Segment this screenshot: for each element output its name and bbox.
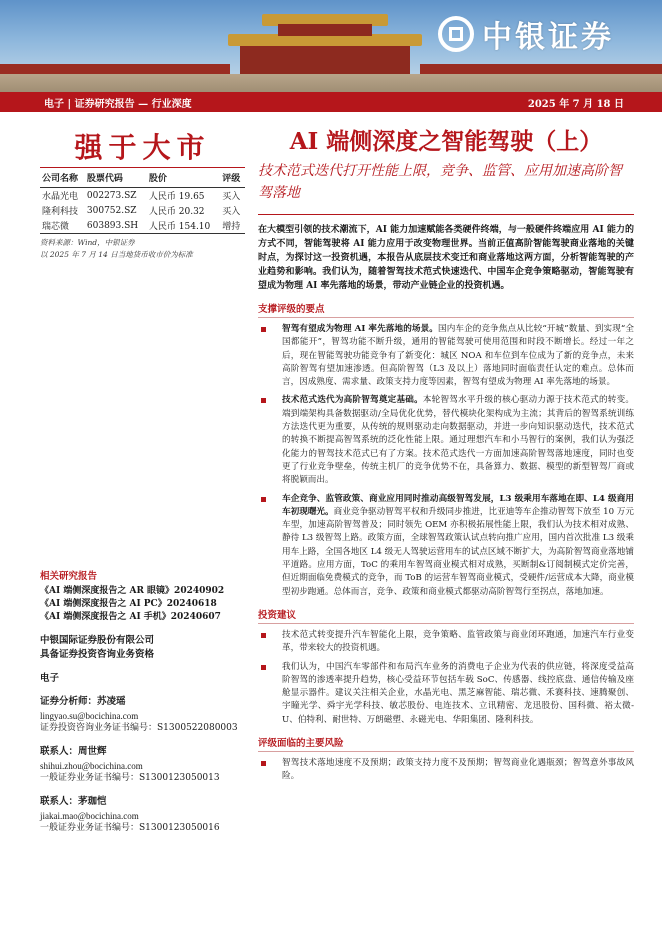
section-heading: 评级面临的主要风险	[258, 735, 634, 752]
boc-logo-icon	[438, 16, 474, 52]
report-abstract: 在大模型引领的技术潮流下，AI 能力加速赋能各类硬件终端，与一般硬件终端应用 AI 能力的方式不同，智能驾驶将 AI 能力应用于改变物理世界。当前正值高阶智能驾驶商业落地的关键时点，为探讨这一投资机遇，本报告从底层技术变迁和商业落地这两方面，分析智能驾驶的产业趋势和影响。我们认为，随着智驾技术范式快速迭代、中国车企竞争策略驱动，智能驾驶有望成为物理 AI 率先落地的场景，带动产业链企业的投资机遇。	[258, 225, 634, 291]
brand-name: 中银证券	[482, 20, 614, 55]
report-title: AI 端侧深度之智能驾驶（上）	[289, 128, 603, 155]
cell-rating: 买入	[222, 207, 241, 217]
cell-price: 人民币 154.10	[147, 218, 220, 234]
report-subtitle: 技术范式迭代打开性能上限，竞争、监管、应用加速高阶智驾落地	[258, 163, 622, 201]
company-name: 中银国际证券股份有限公司	[40, 635, 155, 646]
analyst-name: 证券分析师：苏凌瑶	[40, 696, 126, 707]
banner-hall-upper	[278, 24, 372, 36]
point-text: 智驾技术落地速度不及预期；政策支持力度不及预期；智驾商业化遇瓶颈；智驾意外事故风险。	[282, 758, 634, 782]
contact-cert: 一般证券业务证书编号：S1300123050013	[40, 773, 220, 783]
cell-price: 人民币 20.32	[148, 207, 205, 217]
col-price: 股价	[147, 168, 220, 188]
col-rating: 评级	[220, 168, 245, 188]
title-divider	[258, 214, 634, 215]
main-content	[258, 116, 634, 784]
list-item	[258, 323, 634, 389]
table-note: 以 2025 年 7 月 14 日当地货币收市价为标准	[40, 250, 193, 259]
point-title: 智驾有望成为物理 AI 率先落地的场景。	[282, 324, 438, 334]
point-text: 商业竞争驱动智驾平权和升级同步推进，比亚迪等车企推动智驾下放至 10 万元车型，加速高阶智驾普及；同时领先 OEM 亦积极拓展性能上限，我们认为技术相对成熟、静待 L3 级智驾上路。政策方面，全球智驾政策认试点转向推广应用，国内首次批准 L3 级乘用车上路，全国各地区 L4 级无人驾驶运营用车的试点区域不断扩大，为高阶智驾商业落地铺平道路。应用方面，ToC 的乘用车智驾商业模式相对成熟，买断制&订阅制模式定价完善，但近期面临免费模式的竞争，而 ToB 的运营车智驾商业模式，受硬件/运营成本大降，商业模型初步跑通。总体而言，竞争、政策和商业模式都驱动高阶智驾行至拐点，落地加速。	[282, 506, 634, 597]
col-company: 公司名称	[40, 168, 85, 188]
point-title: 技术范式迭代为高阶智驾奠定基础。	[282, 395, 423, 406]
report-date: 2025 年 7 月 18 日	[527, 98, 624, 110]
table-row	[40, 218, 245, 234]
brand-logo	[438, 12, 614, 56]
industry-rating: 强于大市	[40, 116, 245, 168]
col-code: 股票代码	[85, 168, 147, 188]
list-item	[258, 757, 634, 784]
list-item	[258, 629, 634, 656]
left-sidebar	[40, 116, 245, 261]
cell-rating: 增持	[220, 218, 245, 234]
list-item	[258, 394, 634, 487]
company-info	[40, 634, 245, 662]
table-source: 资料来源：Wind，中银证券	[40, 238, 135, 247]
cell-code: 002273.SZ	[86, 190, 137, 201]
cell-company: 隆利科技	[42, 207, 79, 217]
analyst-email[interactable]: lingyao.su@bocichina.com	[40, 711, 139, 721]
related-heading: 相关研究报告	[40, 571, 98, 582]
related-report-link[interactable]: 《AI 端侧深度报告之 AI 手机》20240607	[40, 612, 221, 622]
point-text: 国内车企的竞争焦点从比较“开城”数量、到实现“全国都能开”，智驾功能不断升级，通用的智能驾驶可使用范围和时段不断增长。经过一年之后，现在智能驾驶功能竞争有了新变化：城区 NOA 和车位到车位成为了新的竞争点，未来高阶智驾有望加速渗透。但高阶智驾（L3 及以上）落地同时面临责任认定的难点。总体而言，因成熟度、需求量、政策支持力度等因素，智驾有望成为物理 AI 率先落地的场景。	[282, 324, 634, 388]
report-header-bar	[0, 92, 662, 112]
stock-table	[40, 168, 245, 234]
banner-ground	[0, 74, 662, 92]
point-text: 本轮智驾水平升级的核心驱动力源于技术范式的转变。端到端架构具备数据驱动/全局优化优势，替代模块化架构成为主流；其背后的智驾系统训练方法迭代更为重要，从传统的规则驱动走向数据驱动，并进一步向知识驱动迭代，技术范式的转换不断提高智驾系统的泛化性能上限。通过理想汽车和小马智行的案例，我们认为强泛化能力的智驾技术范式已有了方案。技术范式迭代一方面加速高阶智驾落地速度，同时也变更了行业竞争壁垒，传统主机厂的竞争优势不在，具备算力、数据、模型的新型智驾厂商或将脱颖而出。	[282, 395, 634, 486]
table-row	[40, 203, 245, 218]
analyst-cert: 证券投资咨询业务证书编号：S1300522080003	[40, 723, 238, 733]
section-heading: 投资建议	[258, 607, 634, 624]
point-text: 技术范式转变提升汽车智能化上限，竞争策略、监管政策与商业闭环跑通，加速汽车行业变革，带来较大的投资机遇。	[282, 629, 634, 654]
cell-company: 水晶光电	[42, 192, 79, 202]
related-report-link[interactable]: 《AI 端侧深度报告之 AR 眼镜》20240902	[40, 586, 225, 596]
cell-code: 300752.SZ	[86, 205, 137, 216]
cell-code: 603893.SH	[85, 218, 147, 234]
stock-table-header	[40, 168, 245, 188]
report-category: 电子 | 证券研究报告 — 行业深度	[44, 98, 192, 110]
section-heading: 支撑评级的要点	[258, 301, 634, 318]
contact-name: 联系人：茅珈恺	[40, 796, 107, 807]
contact-name: 联系人：周世辉	[40, 746, 107, 757]
cell-price: 人民币 19.65	[148, 192, 205, 202]
related-report-link[interactable]: 《AI 端侧深度报告之 AI PC》20240618	[40, 599, 217, 609]
list-item	[258, 493, 634, 599]
list-item	[258, 661, 634, 727]
table-row	[40, 188, 245, 204]
contact-email[interactable]: jiakai.mao@bocichina.com	[40, 811, 139, 821]
contact-block	[40, 746, 245, 784]
cell-company: 瑞芯微	[40, 218, 85, 234]
contact-cert: 一般证券业务证书编号：S1300123050016	[40, 823, 220, 833]
point-text: 我们认为，中国汽车零部件和布局汽车业务的消费电子企业为代表的供应链，将深度受益高阶智驾的渗透率提升趋势，核心受益环节包括车载 SoC、传感器、线控底盘、通信传输及座舱显示器件。建议关注相关企业，水晶光电、黑芝麻智能、瑞芯微、禾赛科技、速腾聚创、宇瞳光学、舜宇光学科技、敏芯股份、电连技术、立讯精密、龙迅股份、国科微、裕太微-U、伯特利、耐世特、万朗磁塑、永磁光电、华阳集团、隆利科技。	[282, 661, 634, 725]
contact-block	[40, 796, 245, 834]
company-qualification: 具备证券投资咨询业务资格	[40, 649, 155, 660]
header-banner	[0, 0, 662, 92]
point-title: 车企竞争、监管政策、商业应用同时推动高级智驾发展，L3 级乘用车落地在即、L4 级商用车初现曙光。	[282, 493, 634, 517]
contact-email[interactable]: shihui.zhou@bocichina.com	[40, 761, 143, 771]
cell-rating: 买入	[222, 192, 241, 202]
related-reports	[40, 568, 245, 834]
analyst-block	[40, 696, 245, 734]
sector-label: 电子	[40, 673, 60, 684]
